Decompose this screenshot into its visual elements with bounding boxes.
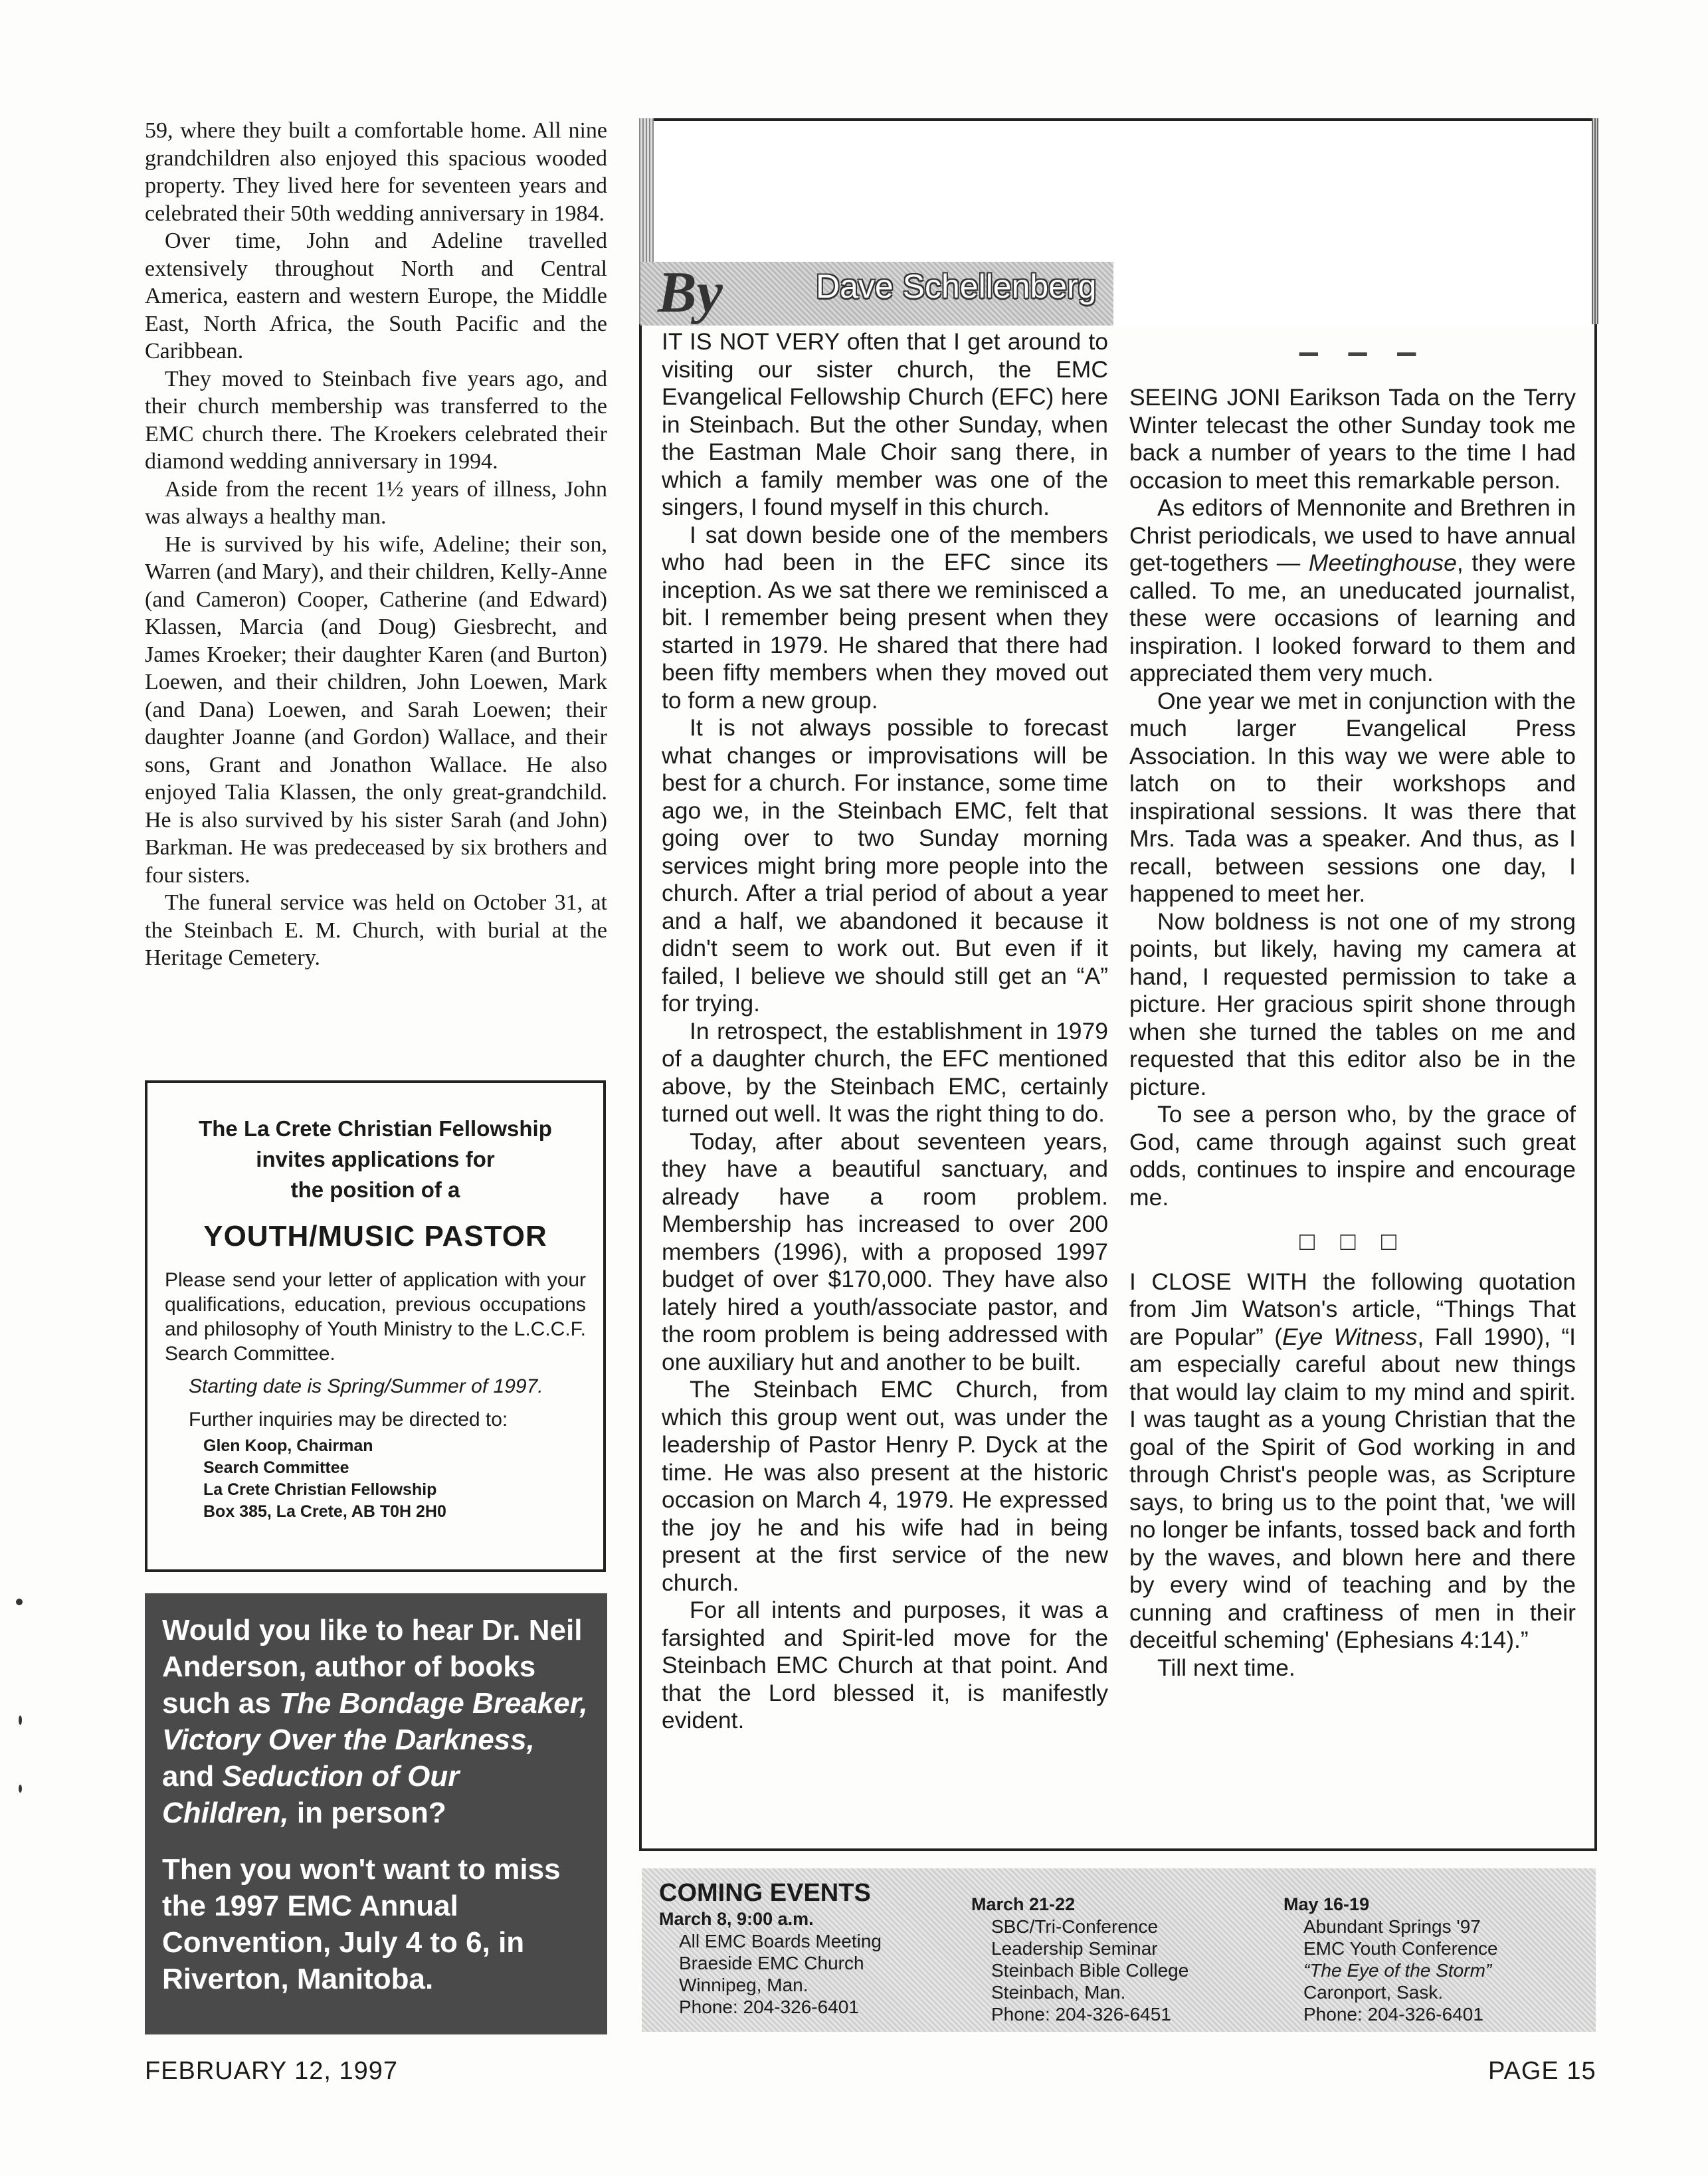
event-line: Steinbach, Man.	[991, 1982, 1126, 2003]
event-line: Braeside EMC Church	[679, 1953, 864, 1973]
event-line: Phone: 204-326-6451	[991, 2004, 1171, 2025]
ad-text: and	[162, 1760, 223, 1793]
scan-mark	[19, 1785, 22, 1793]
event-item	[659, 1908, 951, 2018]
job-ad-intro-3: the position of a	[290, 1177, 460, 1202]
job-ad-body: Please send your letter of application with your qualifications, education, previous occupations and philosophy of Youth Ministry to the L.C.C.F. Search Committee.	[165, 1269, 586, 1365]
event-item	[971, 1894, 1264, 2025]
contact-line: Glen Koop, Chairman	[203, 1436, 373, 1455]
book-title: Seduction of Our Children,	[162, 1760, 460, 1829]
obit-paragraph: Over time, John and Adeline travelled extensively throughout North and Central America, eastern and western Europe, the Middle East, North Africa, the South Pacific and the Caribbean.	[145, 229, 607, 363]
column-signoff: Till next time.	[1157, 1654, 1295, 1681]
footer-page-number: PAGE 15	[1488, 2057, 1596, 2085]
book-titles: The Bondage Breaker, Victory Over the Darkness,	[162, 1687, 588, 1756]
text-run: , they were called. To me, an uneducated journalist, these were occasions of learning and inspiration. I looked forward to them and appreciated them very much.	[1129, 549, 1576, 686]
job-ad-start-date: Starting date is Spring/Summer of 1997.	[189, 1375, 543, 1397]
event-line: Caronport, Sask.	[1303, 1982, 1444, 2003]
ad-text: in person?	[288, 1797, 446, 1829]
contact-line: La Crete Christian Fellowship	[203, 1480, 437, 1499]
coming-events-title: COMING EVENTS	[659, 1879, 871, 1907]
event-date: March 8, 9:00 a.m.	[659, 1909, 814, 1929]
convention-ad-box	[145, 1593, 607, 2034]
scan-mark	[16, 1599, 23, 1605]
column-paragraph: In retrospect, the establishment in 1979 of a daughter church, the EFC mentioned above, by the Steinbach EMC, certainly turned out well. It was the right thing to do.	[662, 1017, 1108, 1127]
event-item	[1283, 1894, 1576, 2025]
column-paragraph	[1129, 494, 1576, 688]
event-line: All EMC Boards Meeting	[679, 1931, 882, 1951]
column-text-left	[662, 328, 1108, 1735]
event-line: “The Eye of the Storm”	[1303, 1960, 1492, 1981]
event-date: May 16-19	[1283, 1894, 1370, 1914]
job-ad-box	[145, 1080, 606, 1572]
column-logo: By	[658, 260, 723, 325]
column-paragraph: SEEING JONI Earikson Tada on the Terry Winter telecast the other Sunday took me back a number of years to the time I had occasion to meet this remarkable person.	[1129, 384, 1576, 494]
event-line: Phone: 204-326-6401	[1303, 2004, 1483, 2025]
column-paragraph: To see a person who, by the grace of God, came through against such great odds, continues to inspire and encourage me.	[1129, 1101, 1576, 1211]
column-paragraph: I sat down beside one of the members who had been in the EFC since its inception. As we sat there we reminisced a bit. I remember being present when they started in 1979. He shared that there had been fifty members when they moved out to form a new group.	[662, 521, 1108, 714]
job-ad-further: Further inquiries may be directed to:	[189, 1409, 508, 1431]
obit-paragraph: Aside from the recent 1½ years of illness, John was always a healthy man.	[145, 476, 607, 529]
convention-ad-question	[162, 1612, 590, 1831]
column-paragraph: One year we met in conjunction with the much larger Evangelical Press Association. In this way we were able to latch on to their workshops and inspirational sessions. It was there that Mrs. Tada was a speaker. And thus, as I recall, between sessions one day, I happened to meet her.	[1129, 687, 1576, 907]
text-run: , Fall 1990), “I am especially careful about new things that would lay claim to my mind and spirit. I was taught as a young Christian that the goal of the Spirit of God working in and through Christ's people was, as Scripture says, to bring us to the point that, 'we will no longer be infants, tossed back and forth by the waves, and blown here and there by every wind of teaching and by the cunning and craftiness of men in their deceitful scheming' (Ephesians 4:14).”	[1129, 1323, 1576, 1653]
publication-title: Eye Witness	[1282, 1323, 1418, 1350]
event-line: Abundant Springs '97	[1303, 1916, 1481, 1937]
obituary-text	[145, 117, 607, 972]
footer-date: FEBRUARY 12, 1997	[145, 2057, 399, 2085]
column-text-right	[1129, 384, 1576, 1682]
event-line: Phone: 204-326-6401	[679, 1997, 859, 2017]
publication-title: Meetinghouse	[1308, 549, 1457, 576]
header-edge-texture	[1592, 118, 1598, 324]
column-paragraph	[1129, 1268, 1576, 1654]
job-ad-contact	[203, 1435, 586, 1523]
contact-line: Search Committee	[203, 1458, 349, 1477]
section-separator: □ □ □	[1299, 1228, 1406, 1256]
column-paragraph: For all intents and purposes, it was a farsighted and Spirit-led move for the Steinbach EMC Church at that point. And that the Lord blessed it, is manifestly evident.	[662, 1597, 1108, 1733]
obit-paragraph: The funeral service was held on October 31, at the Steinbach E. M. Church, with burial at the Heritage Cemetery.	[145, 890, 607, 970]
ad-text: Would you like to hear Dr. Neil Anderson, author of books such as	[162, 1614, 583, 1720]
event-line: Leadership Seminar	[991, 1938, 1158, 1959]
section-separator: ▁ ▁ ▁	[1299, 328, 1428, 355]
text-run: As editors of Mennonite and Brethren in Christ periodicals, we used to have annual get-togethers —	[1129, 494, 1576, 576]
obit-paragraph: He is survived by his wife, Adeline; their son, Warren (and Mary), and their children, Kelly-Anne (and Cameron) Cooper, Catherine (and Edward) Klassen, Marcia (and Doug) Giesbrecht, and James Kroeker; their daughter Karen (and Burton) Loewen, and their children, John Loewen, Mark (and Dana) Loewen, and Sarah Loewen; their daughter Joanne (and Gordon) Wallace, and their sons, Grant and Jonathon Wallace. He also enjoyed Talia Klassen, the only great-grandchild. He is also survived by his sister Sarah (and John) Barkman. He was predeceased by six brothers and four sisters.	[145, 532, 607, 888]
job-ad-intro-2: invites applications for	[256, 1147, 495, 1171]
event-line: Steinbach Bible College	[991, 1960, 1189, 1981]
scan-mark	[19, 1716, 22, 1725]
obit-paragraph: They moved to Steinbach five years ago, and their church membership was transferred to the EMC church there. The Kroekers celebrated their diamond wedding anniversary in 1994.	[145, 366, 607, 474]
event-line: EMC Youth Conference	[1303, 1938, 1498, 1959]
obit-paragraph: 59, where they built a comfortable home. All nine grandchildren also enjoyed this spacious wooded property. They lived here for seventeen years and celebrated their 50th wedding anniversary in 1984.	[145, 118, 607, 226]
byline-author: Dave Schellenberg	[816, 268, 1097, 305]
column-paragraph: It is not always possible to forecast what changes or improvisations will be best for a church. For instance, some time ago we, in the Steinbach EMC, felt that going over to two Sunday morning services might bring more people into the church. After a trial period of about a year and a half, we abandoned it because it didn't seem to work out. But even if it failed, I believe we should still get an “A” for trying.	[662, 714, 1108, 1017]
contact-line: Box 385, La Crete, AB T0H 2H0	[203, 1502, 446, 1521]
job-ad-intro-1: The La Crete Christian Fellowship	[199, 1116, 552, 1141]
column-paragraph: IT IS NOT VERY often that I get around to visiting our sister church, the EMC Evangelical Fellowship Church (EFC) here in Steinbach. But the other Sunday, when the Eastman Male Choir sang there, in which a family member was one of the singers, I found myself in this church.	[662, 328, 1108, 520]
column-paragraph: The Steinbach EMC Church, from which this group went out, was under the leadership of Pastor Henry P. Dyck at the time. He was also present at the historic occasion on March 4, 1979. He expressed the joy he and his wife had in being present at the first service of the new church.	[662, 1376, 1108, 1596]
event-line: Winnipeg, Man.	[679, 1975, 808, 1995]
job-ad-title: YOUTH/MUSIC PASTOR	[203, 1220, 547, 1252]
convention-ad-details: Then you won't want to miss the 1997 EMC Annual Convention, July 4 to 6, in Riverton, Manitoba.	[162, 1853, 561, 1995]
event-date: March 21-22	[971, 1894, 1076, 1914]
text-run: I CLOSE WITH the following quotation from Jim Watson's article, “Things That are Popular” (	[1129, 1268, 1576, 1350]
column-paragraph: Today, after about seventeen years, they have a beautiful sanctuary, and already have a room problem. Membership has increased to over 200 members (1996), with a proposed 1997 budget of over $170,000. They have also lately hired a youth/associate pastor, and the room problem is being addressed with one auxiliary hut and another to be built.	[662, 1128, 1108, 1375]
column-paragraph: Now boldness is not one of my strong points, but likely, having my camera at hand, I requested permission to take a picture. Her gracious spirit shone through when she turned the tables on me and requested that this editor also be in the picture.	[1129, 908, 1576, 1100]
event-line: SBC/Tri-Conference	[991, 1916, 1159, 1937]
